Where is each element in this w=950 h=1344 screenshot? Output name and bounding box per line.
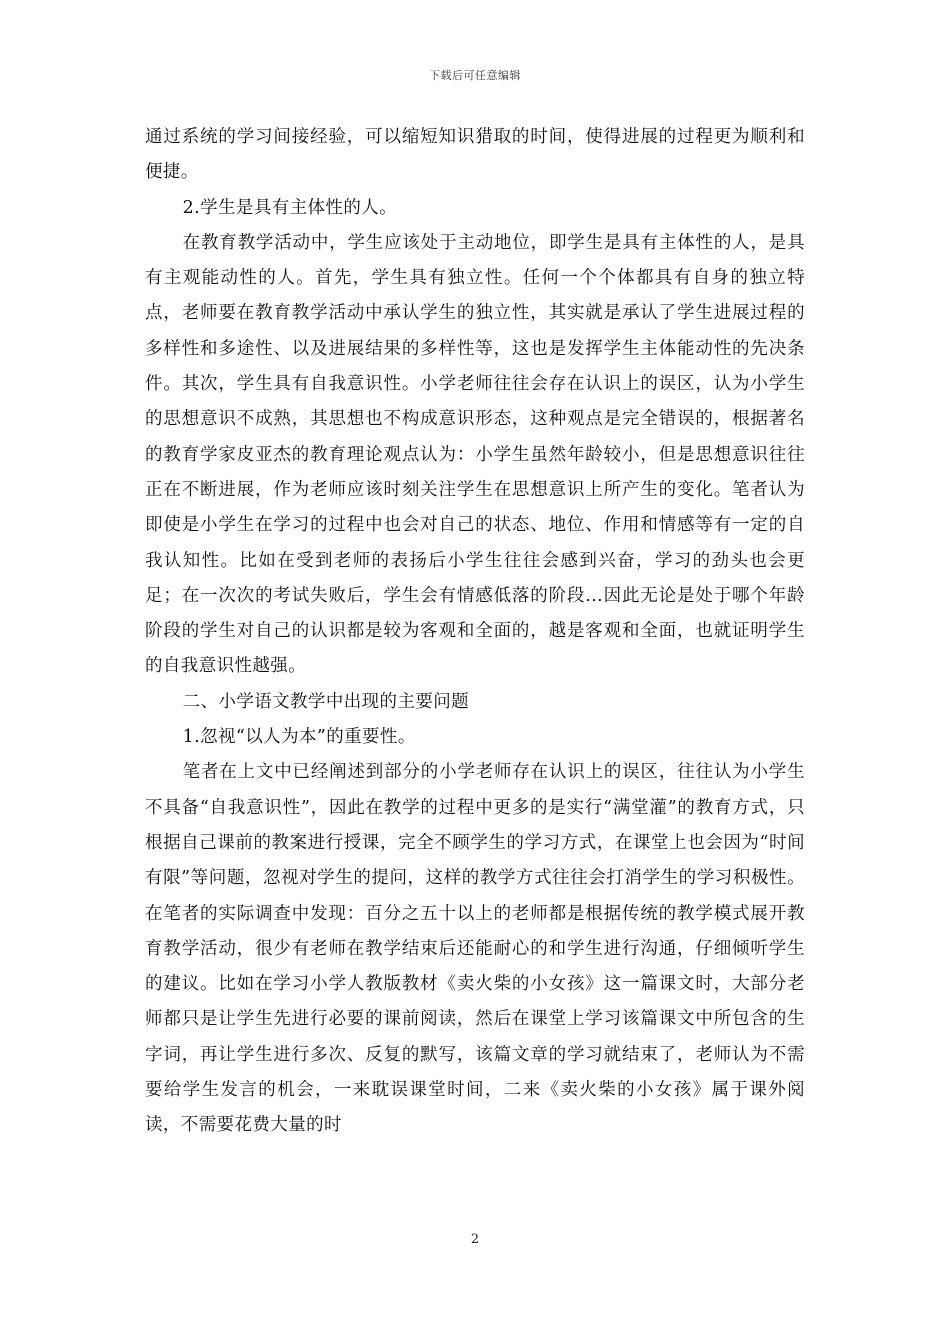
page-number: 2 bbox=[470, 1232, 480, 1247]
section-heading: 2.学生是具有主体性的人。 bbox=[182, 197, 398, 218]
section-heading: 二、小学语文教学中出现的主要问题 bbox=[182, 691, 470, 712]
page-header: 下载后可任意编辑 bbox=[429, 69, 521, 82]
subsection-heading: 1.忽视“以人为本”的重要性。 bbox=[182, 727, 416, 748]
paragraph: 笔者在上文中已经阐述到部分的小学老师存在认识上的误区，往往认为小学生不具备“自我意识性”，因此在教学的过程中更多的是实行“满堂灌”的教育方式，只根据自己课前的教案进行授课，完全不顾学生的学习方式，在课堂上也会因为“时间有限”等问题，忽视对学生的提问，这样的教学方式往往会打消学生的学习积极性。在笔者的实际调查中发现：百分之五十以上的老师都是根据传统的教学模式展开教育教学活动，很少有老师在教学结束后还能耐心的和学生进行沟通，仔细倾听学生的建议。比如在学习小学人教版教材《卖火柴的小女孩》这一篇课文时，大部分老师都只是让学生先进行必要的课前阅读，然后在课堂上学习该篇课文中所包含的生字词，再让学生进行多次、反复的默写，该篇文章的学习就结束了，老师认为不需要给学生发言的机会，一来耽误课堂时间，二来《卖火柴的小女孩》属于课外阅读，不需要花费大量的时 bbox=[145, 762, 805, 1136]
paragraph: 通过系统的学习间接经验，可以缩短知识猎取的时间，使得进展的过程更为顺利和便捷。 bbox=[145, 127, 805, 183]
paragraph: 在教育教学活动中，学生应该处于主动地位，即学生是具有主体性的人，是具有主观能动性的人。首先，学生具有独立性。任何一个个体都具有自身的独立特点，老师要在教育教学活动中承认学生的独立性，其实就是承认了学生进展过程的多样性和多途性、以及进展结果的多样性等，这也是发挥学生主体能动性的先决条件。其次，学生具有自我意识性。小学老师往往会存在认识上的误区，认为小学生的思想意识不成熟，其思想也不构成意识形态，这种观点是完全错误的，根据著名的教育学家皮亚杰的教育理论观点认为：小学生虽然年龄较小，但是思想意识往往正在不断进展，作为老师应该时刻关注学生在思想意识上所产生的变化。笔者认为即使是小学生在学习的过程中也会对自己的状态、地位、作用和情感等有一定的自我认知性。比如在受到老师的表扬后小学生往往会感到兴奋，学习的劲头也会更足；在一次次的考试失败后，学生会有情感低落的阶段…因此无论是处于哪个年龄阶段的学生对自己的认识都是较为客观和全面的，越是客观和全面，也就证明学生的自我意识性越强。 bbox=[145, 232, 805, 677]
document-body bbox=[145, 120, 805, 1144]
